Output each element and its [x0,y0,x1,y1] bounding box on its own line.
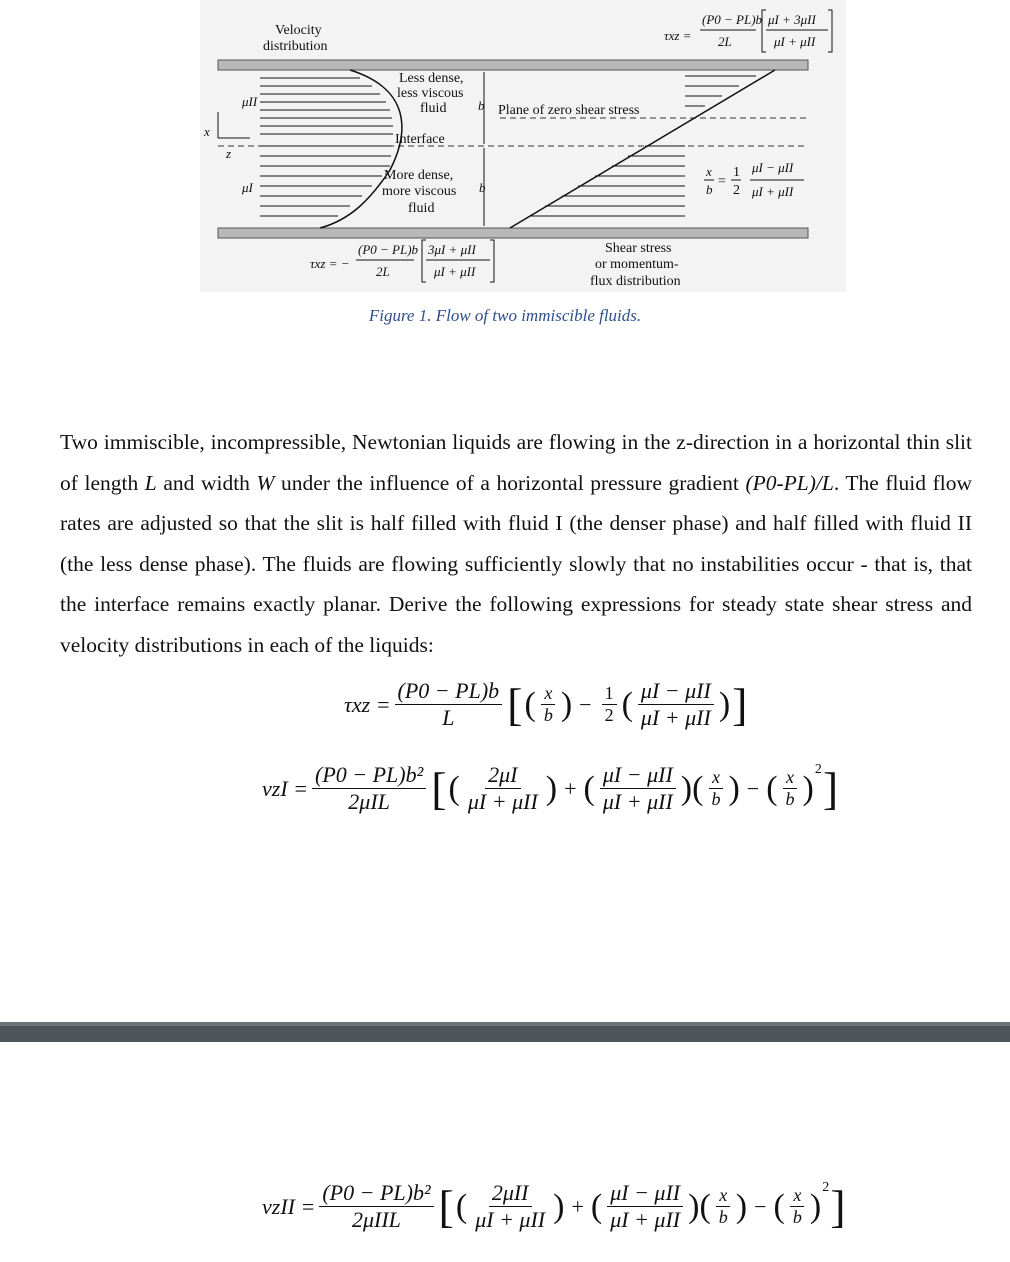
shear-label-3: flux distribution [590,274,681,289]
tau-mu-den: μI + μII [640,705,711,731]
vII-minus: − [754,1193,767,1219]
axis-z-label: z [226,146,232,161]
para-L: L [144,470,157,495]
less-dense-2: less viscous [397,86,464,101]
vI-t2-num: μI − μII [600,762,676,789]
vII-t2-num: μI − μII [607,1180,683,1207]
para-gradient: (P0-PL)/L [745,470,834,495]
vI-x2: x [783,767,797,790]
vI-sq: 2 [814,762,822,777]
vI-plus: + [564,775,577,801]
lower-wall [218,228,808,238]
top-formula-bden: μI + μII [774,34,816,49]
right-formula-rnum: μI − μII [752,160,794,175]
vII-x: x [716,1185,730,1208]
top-formula-lhs: τxz = [664,28,692,43]
vII-b2: b [792,1207,802,1228]
vII-plus: + [571,1193,584,1219]
less-dense-3: fluid [420,101,447,116]
right-formula-rden: μI + μII [752,184,794,199]
figure-diagram [200,0,846,292]
tau-x: x [541,683,555,706]
tau-b: b [543,705,553,726]
flow-diagram-svg [200,0,846,292]
vII-lhs: vzII = [262,1193,316,1219]
vI-x: x [709,767,723,790]
more-dense-3: fluid [408,201,435,216]
right-formula-b: b [706,182,713,197]
tau-half-den: 2 [604,705,614,726]
vI-t1-num: 2μI [485,762,520,789]
vI-frac-num: (P0 − PL)b² [312,762,426,789]
top-formula-num: (P0 − PL)b [702,12,763,27]
bottom-formula-bden: μI + μII [434,264,476,279]
equation-tau: τxz = $\frac{(P0 - PL)b}{L}$ [ ( $\frac{x}{b}$ ) − $\frac{1}{2}$ ( $\frac{\text{μI − μII}}{\text{μI + μII}}$ ) ] [344,678,748,731]
vI-t1-den: μI + μII [467,789,538,815]
right-formula-eq: = [718,174,726,189]
vII-sq: 2 [822,1180,830,1195]
vII-t1-num: 2μII [489,1180,532,1207]
bottom-formula-lhs: τxz = − [310,256,350,271]
para-text-3: under the influence of a horizontal pressure gradient [274,470,746,495]
vI-b: b [711,789,721,810]
vI-lhs: vzI = [262,775,308,801]
tau-frac-den: L [442,705,455,731]
equation-vI: vzI = $\frac{\text{(P0 − PL)b²}}{\text{2μIL}}$ [ ( $\frac{2\mu I}{\text{μI + μII}}$ ) + ( $\frac{\text{μI − μII}}{\text{μI + μII}}$ )( $\frac{x}{b}$ ) − ( $\frac{x}{b}$ ) $^2$ ] [262,762,839,815]
zero-shear-label: Plane of zero shear stress [498,103,640,118]
top-formula-den: 2L [718,34,732,49]
shear-label-1: Shear stress [605,241,672,256]
b-lower-label: b [479,180,486,195]
vII-x2: x [790,1185,804,1208]
less-dense-1: Less dense, [399,71,464,86]
axis-x-label: x [204,124,210,139]
para-W: W [256,470,275,495]
bottom-formula-num: (P0 − PL)b [358,242,419,257]
bottom-formula-bnum: 3μI + μII [428,242,476,257]
velocity-arrows [260,78,393,216]
vII-b: b [718,1207,728,1228]
mu-II-label: μII [242,94,258,109]
velocity-label-1: Velocity [275,23,322,38]
tau-mu-num: μI − μII [638,678,714,705]
problem-paragraph [60,422,972,665]
interface-label: Interface [395,132,445,147]
vI-minus: − [746,775,760,801]
tau-lhs: τxz = [344,691,391,717]
mu-I-label: μI [242,180,253,195]
para-text-1: Two immiscible, incompressible, Newtonian liquids are flowing in the z-direction in a horizontal thin slit of length [60,430,972,495]
right-formula-x: x [706,164,712,179]
vII-t1-den: μI + μII [475,1207,546,1233]
vII-frac-num: (P0 − PL)b² [319,1180,433,1207]
para-text-4: . The fluid flow rates are adjusted so that the slit is half filled with fluid I (the denser phase) and half filled with fluid II (the less dense phase). The fluids are flowing sufficiently slowly that no instabilities occur - that is, that the interface remains exactly planar. Derive the following expressions for steady state shear stress and velocity distributions in each of the liquids: [60,470,972,657]
tau-frac-num: (P0 − PL)b [395,678,503,705]
right-formula-half-num: 1 [733,165,740,180]
upper-wall [218,60,808,70]
vI-frac-den: 2μIL [348,789,390,815]
velocity-label-2: distribution [263,39,328,54]
shear-stress-line [510,70,775,228]
more-dense-2: more viscous [382,184,457,199]
para-text-2: and width [156,470,257,495]
more-dense-1: More dense, [384,168,454,183]
vI-b2: b [785,789,795,810]
bottom-formula-den: 2L [376,264,390,279]
tau-half-num: 1 [602,683,617,706]
tau-minus: − [579,691,592,717]
vII-t2-den: μI + μII [610,1207,681,1233]
equation-vII: vzII = $\frac{\text{(P0 − PL)b²}}{\text{2μIIL}}$ [ ( $\frac{\text{2μII}}{\text{μI + μII}}$ ) + ( $\frac{\text{μI − μII}}{\text{μI + μII}}$ )( $\frac{x}{b}$ ) − ( $\frac{x}{b}$ ) $^2$ ] [262,1180,846,1233]
page-divider [0,1022,1010,1042]
top-formula-bnum: μI + 3μII [768,12,816,27]
figure-caption: Figure 1. Flow of two immiscible fluids. [368,306,642,325]
right-formula-half-den: 2 [733,183,740,198]
b-upper-label: b [478,98,485,113]
vII-frac-den: 2μIIL [351,1207,401,1233]
shear-label-2: or momentum- [595,257,679,272]
vI-t2-den: μI + μII [602,789,673,815]
